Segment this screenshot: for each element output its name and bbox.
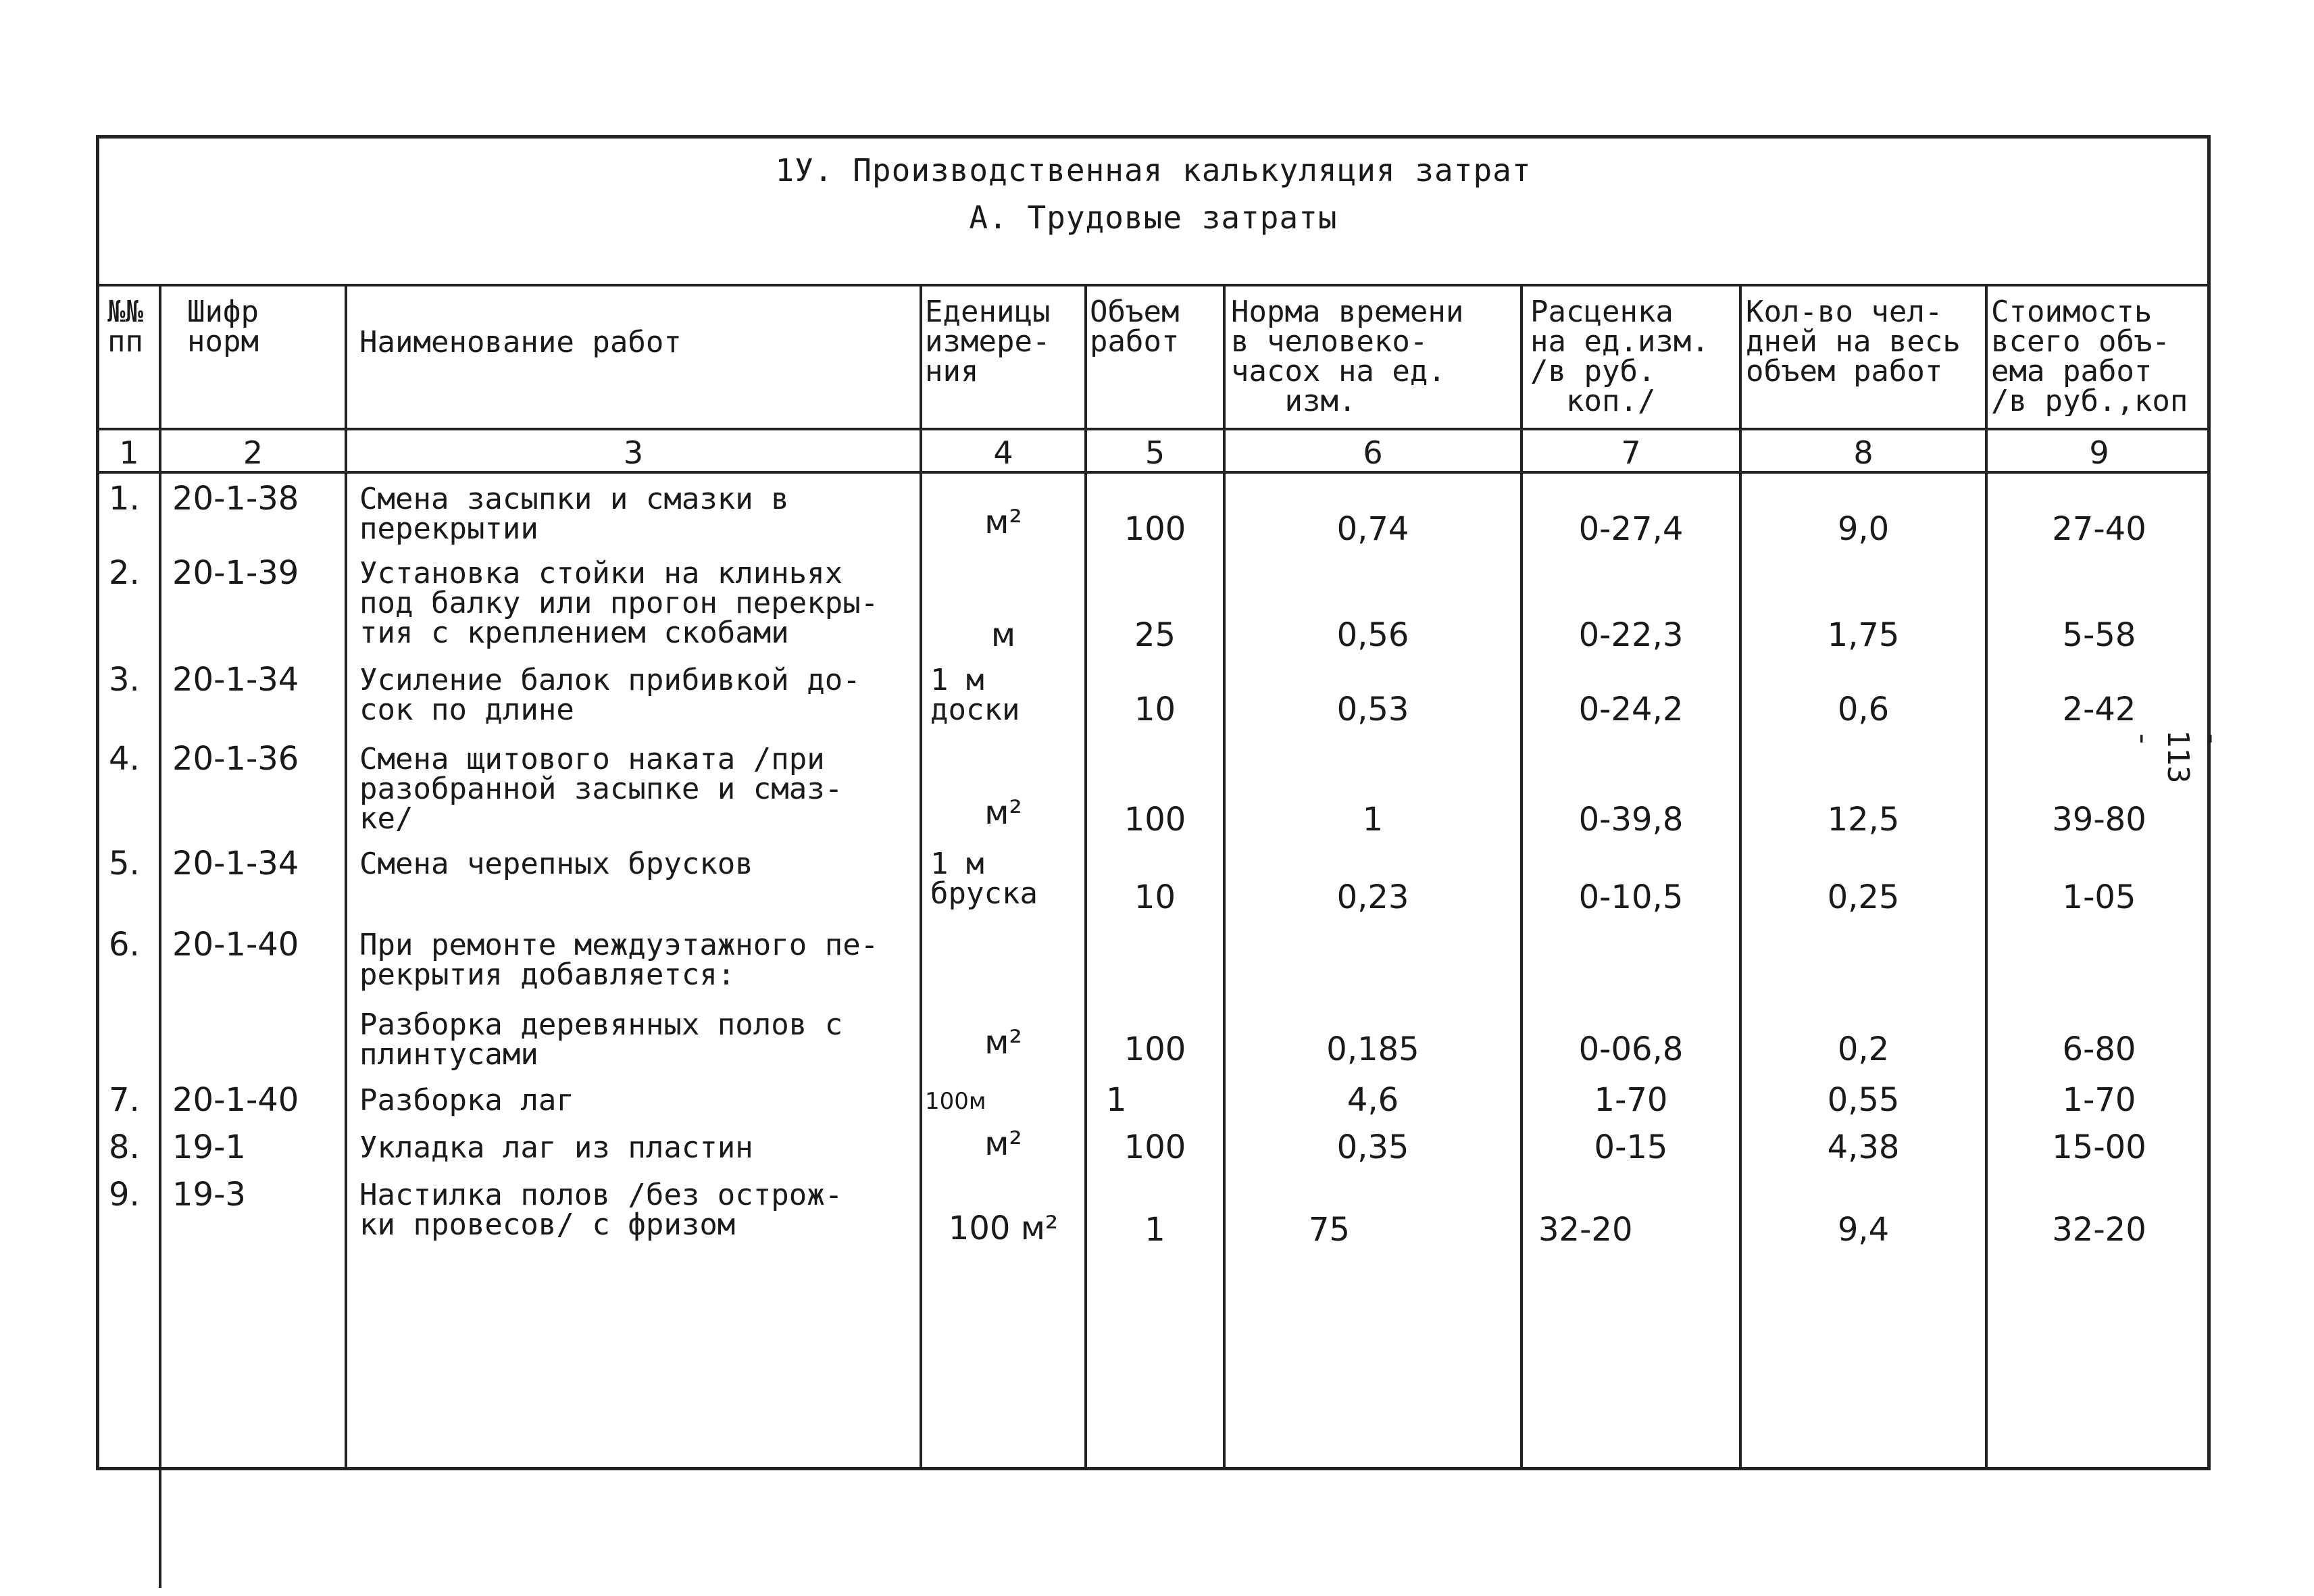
rate: 1-70 [1594, 1081, 1668, 1119]
col-number: 2 [243, 434, 263, 471]
col-number: 4 [993, 434, 1013, 471]
man-days: 4,38 [1827, 1128, 1900, 1166]
volume: 10 [1134, 691, 1176, 728]
cost: 27-40 [2052, 510, 2146, 548]
col-number: 7 [1621, 434, 1641, 471]
cost: 6-80 [2062, 1030, 2136, 1068]
volume: 100 [1124, 801, 1186, 839]
cost: 32-20 [2052, 1211, 2146, 1249]
man-days: 9,4 [1837, 1211, 1890, 1249]
col-number: 5 [1145, 434, 1165, 471]
unit: м² [984, 794, 1022, 832]
row-number: 3. [109, 661, 140, 699]
col-divider [159, 284, 161, 1588]
work-name: Смена засыпки и смазки в перекрытии [359, 482, 789, 546]
col-number: 8 [1853, 434, 1873, 471]
time-norm: 0,23 [1336, 878, 1409, 916]
time-norm: 75 [1309, 1211, 1351, 1249]
row-number: 6. [109, 926, 140, 964]
cost: 1-70 [2062, 1081, 2136, 1119]
norm-code: 20-1-39 [172, 554, 299, 592]
unit: 100 м² [948, 1210, 1059, 1247]
row-number: 9. [109, 1176, 140, 1214]
rate: 32-20 [1538, 1211, 1633, 1249]
work-name: Разборка лаг [359, 1083, 574, 1118]
norm-code: 20-1-40 [172, 1081, 299, 1119]
rate: 0-39,8 [1578, 801, 1684, 839]
row-number: 4. [109, 740, 140, 778]
norm-code: 19-3 [172, 1176, 246, 1214]
work-name: Настилка полов /без острож- ки провесов/ с фризом [359, 1178, 843, 1242]
col-number: 3 [623, 434, 644, 471]
time-norm: 4,6 [1347, 1081, 1399, 1119]
rate: 0-10,5 [1578, 878, 1684, 916]
header-name: Наименование работ [359, 328, 682, 357]
row-number: 2. [109, 554, 140, 592]
time-norm: 0,53 [1336, 691, 1409, 728]
man-days: 0,6 [1837, 691, 1890, 728]
col-number: 9 [2089, 434, 2109, 471]
rate: 0-22,3 [1578, 616, 1684, 654]
volume: 25 [1134, 616, 1176, 654]
header-num: №№ пп [107, 297, 143, 357]
header-norm: Норма времени в человеко- часох на ед. изм. [1231, 297, 1464, 416]
unit: 1 м бруска [930, 847, 1038, 911]
time-norm: 0,56 [1336, 616, 1409, 654]
norm-code: 20-1-34 [172, 661, 299, 699]
col-number-rule [99, 471, 2207, 474]
rate: 0-24,2 [1578, 691, 1684, 728]
work-name: Укладка лаг из пластин [359, 1130, 753, 1165]
row-number: 1. [109, 480, 140, 518]
man-days: 9,0 [1837, 510, 1890, 548]
unit: м [990, 616, 1016, 654]
norm-code: 20-1-36 [172, 740, 299, 778]
cost: 5-58 [2062, 616, 2136, 654]
header-bottom-rule [99, 428, 2207, 430]
header-code: Шифр норм [187, 297, 259, 357]
unit: м² [984, 1024, 1022, 1062]
norm-code: 20-1-38 [172, 480, 299, 518]
header-volume: Объем работ [1090, 297, 1180, 357]
cost: 39-80 [2052, 801, 2146, 839]
header-cost: Стоимость всего объ- ема работ /в руб.,коп [1991, 297, 2188, 416]
rate: 0-06,8 [1578, 1030, 1684, 1068]
row-number: 8. [109, 1128, 140, 1166]
section-subtitle: А. Трудовые затраты [969, 199, 1338, 236]
page-number: - 113 - [2126, 730, 2230, 784]
rate: 0-15 [1594, 1128, 1668, 1166]
work-name: Разборка деревянных полов с плинтусами [359, 1007, 843, 1072]
work-name: Усиление балок прибивкой до- сок по длине [359, 663, 861, 727]
cost: 2-42 [2062, 691, 2136, 728]
volume: 100 [1124, 510, 1186, 548]
time-norm: 0,185 [1326, 1030, 1419, 1068]
row-number: 7. [109, 1081, 140, 1119]
header-unit: Еденицы измере- ния [925, 297, 1051, 386]
section-title: 1У. Производственная калькуляция затрат [775, 152, 1532, 189]
col-number: 1 [119, 434, 139, 471]
header-days: Кол-во чел- дней на весь объем работ [1746, 297, 1961, 386]
man-days: 0,2 [1837, 1030, 1890, 1068]
unit: 100м [925, 1088, 986, 1115]
norm-code: 20-1-34 [172, 845, 299, 882]
norm-code: 20-1-40 [172, 926, 299, 964]
work-name: Смена черепных брусков [359, 847, 753, 881]
header-top-rule [99, 284, 2207, 286]
header-rate: Расценка на ед.изм. /в руб. коп./ [1530, 297, 1709, 416]
cost: 15-00 [2052, 1128, 2146, 1166]
unit: м² [984, 503, 1022, 541]
work-name: При ремонте междуэтажного пе- рекрытия добавляется: [359, 928, 879, 992]
unit: м² [984, 1125, 1022, 1163]
work-name: Смена щитового наката /при разобранной засыпке и смаз- ке/ [359, 742, 843, 836]
work-name: Установка стойки на клиньях под балку или прогон перекры- тия с креплением скобами [359, 556, 879, 650]
volume: 100 [1124, 1128, 1186, 1166]
unit: 1 м доски [930, 663, 1020, 727]
time-norm: 0,35 [1336, 1128, 1409, 1166]
man-days: 12,5 [1827, 801, 1900, 839]
norm-code: 19-1 [172, 1128, 246, 1166]
volume: 100 [1124, 1030, 1186, 1068]
man-days: 1,75 [1827, 616, 1900, 654]
row-number: 5. [109, 845, 140, 882]
time-norm: 1 [1362, 801, 1384, 839]
col-number: 6 [1363, 434, 1383, 471]
volume: 1 [1106, 1081, 1127, 1119]
volume: 1 [1145, 1211, 1165, 1249]
volume: 10 [1134, 878, 1176, 916]
cost: 1-05 [2062, 878, 2136, 916]
time-norm: 0,74 [1336, 510, 1409, 548]
man-days: 0,25 [1827, 878, 1900, 916]
man-days: 0,55 [1827, 1081, 1900, 1119]
rate: 0-27,4 [1578, 510, 1684, 548]
table-frame [96, 135, 2211, 1470]
